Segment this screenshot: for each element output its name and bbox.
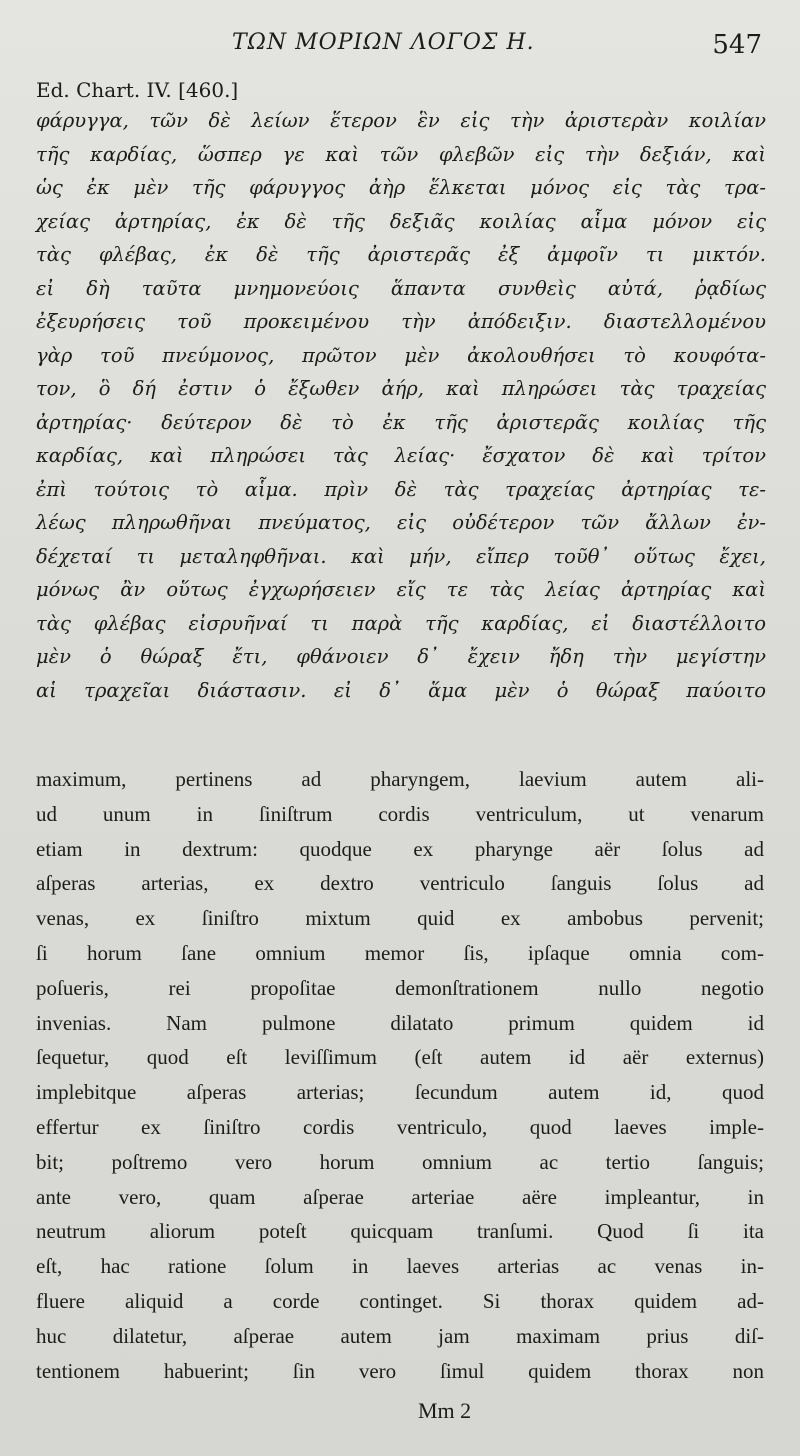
latin-text-block (36, 762, 764, 1388)
greek-line: τῆς καρδίας, ὥσπερ γε καὶ τῶν φλεβῶν εἰς τὴν δεξιάν, καὶ (36, 142, 766, 166)
latin-line: implebitque aſperas arterias; ſecundum autem id, quod (36, 1080, 764, 1105)
latin-line: eſt, hac ratione ſolum in laeves arterias ac venas in- (36, 1254, 764, 1279)
latin-line: ud unum in ſiniſtrum cordis ventriculum, ut venarum (36, 801, 764, 826)
greek-line: ὡς ἐκ μὲν τῆς φάρυγγος ἀὴρ ἕλκεται μόνος εἰς τὰς τρα- (36, 176, 766, 199)
latin-line: tentionem habuerint; ſin vero ſimul quidem thorax non (36, 1358, 764, 1383)
latin-line: ſi horum ſane omnium memor ſis, ipſaque omnia com- (36, 940, 764, 965)
latin-line: bit; poſtremo vero horum omnium ac tertio ſanguis; (36, 1149, 764, 1174)
signature-mark: Mm 2 (418, 1398, 472, 1423)
latin-line: ſequetur, quod eſt leviſſimum (eſt autem id aër externus) (36, 1045, 764, 1070)
greek-line: ἐξευρήσεις τοῦ προκειμένου τὴν ἀπόδειξιν. διαστελλομένου (36, 310, 766, 333)
page-number: 547 (712, 30, 762, 60)
latin-line: effertur ex ſiniſtro cordis ventriculo, quod laeves imple- (36, 1114, 764, 1139)
latin-line: etiam in dextrum: quodque ex pharynge aër ſolus ad (36, 836, 764, 861)
latin-line: ante vero, quam aſperae arteriae aëre impleantur, in (36, 1184, 764, 1209)
latin-line: poſueris, rei propoſitae demonſtrationem nullo negotio (36, 975, 764, 1000)
latin-line: venas, ex ſiniſtro mixtum quid ex ambobus pervenit; (36, 906, 764, 931)
greek-line: λέως πληρωθῆναι πνεύματος, εἰς οὐδέτερον τῶν ἄλλων ἐν- (36, 511, 766, 534)
latin-line: fluere aliquid a corde continget. Si thorax quidem ad- (36, 1288, 764, 1313)
greek-line: τον, ὃ δή ἐστιν ὁ ἔξωθεν ἀήρ, καὶ πληρώσει τὰς τραχείας (36, 377, 766, 400)
greek-line: τὰς φλέβας, ἐκ δὲ τῆς ἀριστερᾶς ἐξ ἀμφοῖν τι μικτόν. (36, 243, 766, 266)
latin-line: huc dilatetur, aſperae autem jam maximam prius diſ- (36, 1323, 764, 1348)
latin-line: maximum, pertinens ad pharyngem, laevium autem ali- (36, 767, 764, 791)
greek-line: φάρυγγα, τῶν δὲ λείων ἕτερον ἓν εἰς τὴν ἀριστερὰν κοιλίαν (36, 109, 766, 132)
greek-line: ἐπὶ τούτοις τὸ αἷμα. πρὶν δὲ τὰς τραχείας ἀρτηρίας τε- (36, 477, 766, 501)
greek-line: μὲν ὁ θώραξ ἔτι, φθάνοιεν δ᾽ ἔχειν ἤδη τὴν μεγίστην (36, 645, 766, 668)
greek-line: τὰς φλέβας εἰσρυῆναί τι παρὰ τῆς καρδίας, εἰ διαστέλλοιτο (36, 611, 766, 635)
latin-line: neutrum aliorum poteſt quicquam tranſumi. Quod ſi ita (36, 1219, 764, 1244)
greek-line: δέχεταί τι μεταληφθῆναι. καὶ μήν, εἴπερ τοῦθ᾽ οὕτως ἔχει, (36, 544, 766, 568)
greek-line: αἱ τραχεῖαι διάστασιν. εἰ δ᾽ ἅμα μὲν ὁ θώραξ παύοιτο (36, 678, 766, 702)
greek-line: ἀρτηρίας· δεύτερον δὲ τὸ ἐκ τῆς ἀριστερᾶς κοιλίας τῆς (36, 410, 766, 434)
greek-text-block (36, 104, 766, 707)
page-header (0, 30, 800, 66)
greek-line: καρδίας, καὶ πληρώσει τὰς λείας· ἔσχατον δὲ καὶ τρίτον (36, 444, 766, 467)
latin-line: invenias. Nam pulmone dilatato primum quidem id (36, 1010, 764, 1035)
running-title: ΤΩΝ ΜΟΡΙΩΝ ΛΟΓΟΣ Η. (232, 30, 535, 55)
greek-line: εἰ δὴ ταῦτα μνημονεύοις ἅπαντα συνθεὶς αὐτά, ῥᾳδίως (36, 276, 766, 300)
greek-line: μόνως ἂν οὕτως ἐγχωρήσειεν εἴς τε τὰς λείας ἀρτηρίας καὶ (36, 578, 766, 601)
greek-line: χείας ἀρτηρίας, ἐκ δὲ τῆς δεξιᾶς κοιλίας αἷμα μόνον εἰς (36, 209, 766, 233)
latin-line: aſperas arterias, ex dextro ventriculo ſanguis ſolus ad (36, 871, 764, 896)
edition-reference: Ed. Chart. IV. [460.] (36, 78, 239, 102)
greek-line: γὰρ τοῦ πνεύμονος, πρῶτον μὲν ἀκολουθήσει τὸ κουφότα- (36, 343, 766, 367)
